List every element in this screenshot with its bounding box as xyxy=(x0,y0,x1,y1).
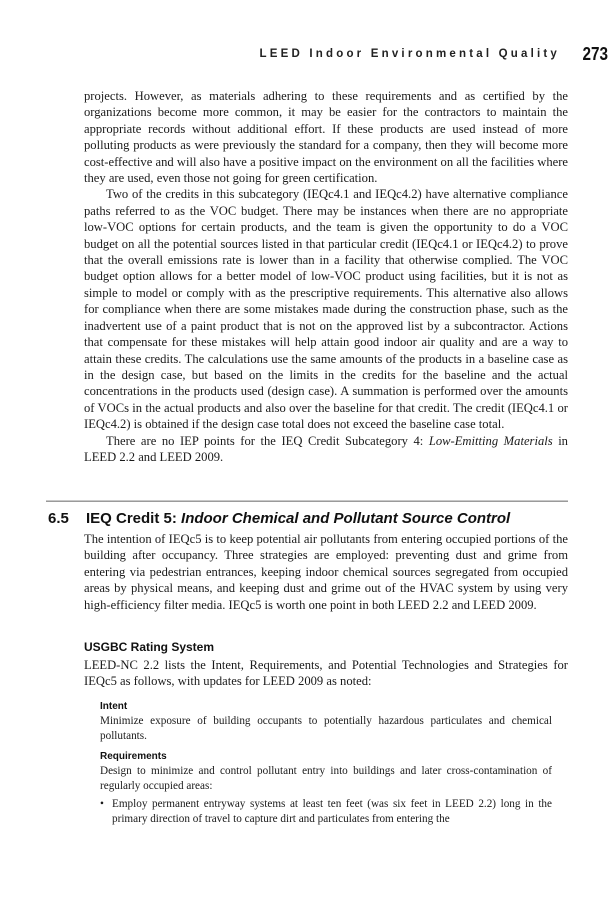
running-header xyxy=(200,46,610,66)
section-title: IEQ Credit 5: xyxy=(86,510,182,527)
intent-heading: Intent xyxy=(100,701,128,712)
bullet-1-text: Employ permanent entryway systems at least ten feet (was six feet in LEED 2.2) long in the primary direction of travel to capture dirt and particulates from entering the xyxy=(112,798,552,826)
section-heading xyxy=(48,510,568,527)
rating-paragraph xyxy=(84,657,568,690)
section-number: 6.5 xyxy=(48,510,69,527)
rating-body: LEED-NC 2.2 lists the Intent, Requirements, and Potential Technologies and Strategies for IEQc5 as follows, with updates for LEED 2009 as noted: xyxy=(84,658,568,689)
bullet-icon: • xyxy=(100,798,104,810)
intro-paragraph-3-start: There are no IEP points for the IEQ Credit Subcategory 4: xyxy=(106,433,429,448)
section-divider xyxy=(46,500,568,502)
rating-heading: USGBC Rating System xyxy=(84,640,215,654)
intro-paragraph-2: Two of the credits in this subcategory (IEQc4.1 and IEQc4.2) have alternative compliance paths referred to as the VOC budget. There may be instances when there are no appropriate low-VOC options for certain products, and the team is given the opportunity to do a VOC budget on all the potential sources listed in that particular credit (IEQc4.1 or IEQc4.2) to prove that the overall emissions rate is lower than in a facility that otherwise complied. The VOC budget option allows for a better model of low-VOC product using facilities, but it is not as simple to model or comply with as the prescriptive requirements. This alternative also allows for compliance when there are some mistakes made during the construction phase, such as the inadvertent use of a paint product that is not on the approved list by a subcontractor. Actions that compensate for these mistakes will help attain good indoor air quality and are a way to attain these credits. The calculations use the same amounts of the products in a baseline case as in the design case, but based on the limits in the credits for the baseline and the actual concentrations in the products used (design case). A summation is performed over the amounts of VOCs in the actual products and also over the baseline for that credit. The credit (IEQc4.1 or IEQc4.2) is obtained if the design case total does not exceed the baseline case total. xyxy=(84,187,568,432)
requirement-bullet-1 xyxy=(100,797,552,827)
requirements-text: Design to minimize and control pollutant entry into buildings and later cross-contamination of regularly occupied areas: xyxy=(100,765,552,793)
intro-paragraph-3-end: in LEED 2.2 and LEED 2009. xyxy=(84,433,568,464)
intent-text: Minimize exposure of building occupants to potentially hazardous particulates and chemical pollutants. xyxy=(100,715,552,743)
intro-paragraph-3-italic: Low-Emitting Materials xyxy=(428,433,553,448)
page-number: 273 xyxy=(582,44,608,64)
intro-paragraph-1: projects. However, as materials adhering to these requirements and as certified by the organizations become more common, it may be easier for the contractors to maintain the appropriate records without additional effort. If these products are used instead of more polluting products as were previously the standard for a company, then they will become more cost-effective and will also have a positive impact on the environment on all the facilities where they are used, even those not going for green certification. xyxy=(84,89,568,186)
intro-paragraph-3 xyxy=(84,433,568,466)
requirements-heading: Requirements xyxy=(100,751,167,762)
running-title: LEED Indoor Environmental Quality xyxy=(259,48,560,60)
section-paragraph xyxy=(84,531,568,613)
section-title-italic: Indoor Chemical and Pollutant Source Control xyxy=(181,510,511,527)
section-body: The intention of IEQc5 is to keep potential air pollutants from entering occupied portions of the building after occupancy. Three strategies are employed: preventing dust and grime from entering via pedestrian entrances, keeping indoor chemical sources segregated from occupied areas by physical means, and keeping dust and grime out of the HVAC system by using very high-efficiency filter media. IEQc5 is worth one point in both LEED 2.2 and LEED 2009. xyxy=(84,532,568,612)
intro-text xyxy=(84,88,568,465)
